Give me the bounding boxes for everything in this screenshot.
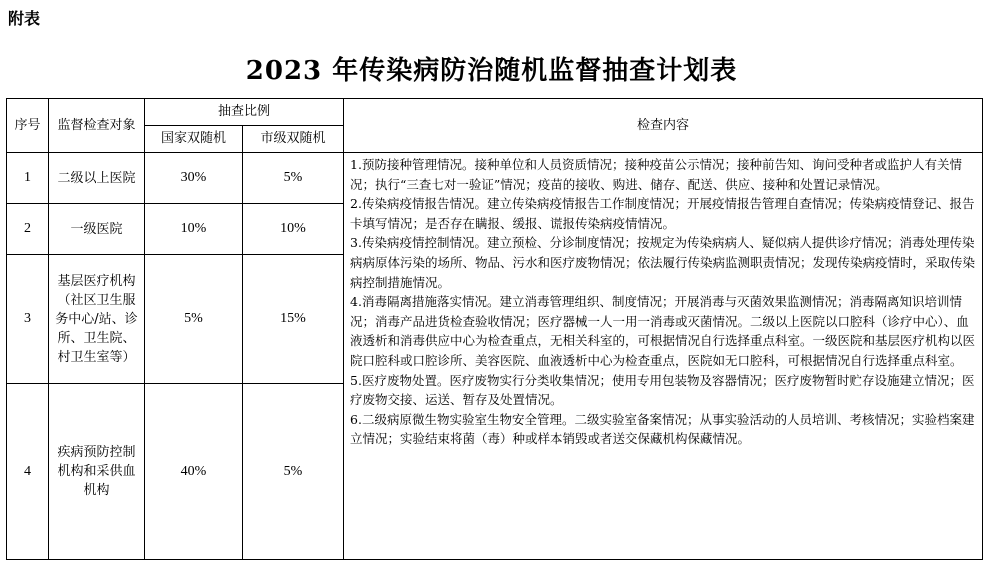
header-municipal: 市级双随机 <box>243 126 344 153</box>
row-seq: 2 <box>7 204 49 255</box>
row-national: 5% <box>145 255 243 384</box>
content-item: 6.二级病原微生物实验室生物安全管理。二级实验室备案情况；从事实验活动的人员培训、考核情况；实验档案建立情况；实验结束将菌（毒）种或样本销毁或者送交保藏机构保藏情况。 <box>350 411 975 447</box>
header-ratio: 抽查比例 <box>145 99 344 126</box>
header-target: 监督检查对象 <box>49 99 145 153</box>
row-national: 40% <box>145 384 243 560</box>
row-target: 二级以上医院 <box>49 153 145 204</box>
content-item: 5.医疗废物处置。医疗废物实行分类收集情况；使用专用包装物及容器情况；医疗废物暂时贮存设施建立情况；医疗废物交接、运送、暂存及处置情况。 <box>350 372 975 408</box>
header-content: 检查内容 <box>344 99 983 153</box>
row-target: 基层医疗机构（社区卫生服务中心/站、诊所、卫生院、村卫生室等） <box>49 255 145 384</box>
content-item: 1.预防接种管理情况。接种单位和人员资质情况；接种疫苗公示情况；接种前告知、询问受种者或监护人有关情况；执行“三查七对一验证”情况；疫苗的接收、购进、储存、配送、供应、接种和处置记录情况。 <box>350 157 962 192</box>
row-national: 30% <box>145 153 243 204</box>
row-municipal: 10% <box>243 204 344 255</box>
table-row <box>7 153 983 204</box>
inspection-content <box>344 153 983 560</box>
header-row <box>7 99 983 126</box>
row-target: 一级医院 <box>49 204 145 255</box>
content-item: 4.消毒隔离措施落实情况。建立消毒管理组织、制度情况；开展消毒与灭菌效果监测情况；消毒隔离知识培训情况；消毒产品进货检查验收情况；医疗器械一人一用一消毒或灭菌情况。二级以上医院以口腔科（诊疗中心）、血液透析和消毒供应中心为检查重点，无相关科室的，可根据情况自行选择重点科室。一级医院和基层医疗机构以医院口腔科或口腔诊所、美容医院、血液透析中心为检查重点，医院如无口腔科，可根据情况自行选择重点科室。 <box>350 294 976 368</box>
row-seq: 1 <box>7 153 49 204</box>
row-target: 疾病预防控制机构和采供血机构 <box>49 384 145 560</box>
row-seq: 3 <box>7 255 49 384</box>
row-municipal: 5% <box>243 153 344 204</box>
content-item: 2.传染病疫情报告情况。建立传染病疫情报告工作制度情况；开展疫情报告管理自查情况；传染病疫情登记、报告卡填写情况；是否存在瞒报、缓报、谎报传染病疫情情况。 <box>350 196 975 231</box>
inspection-plan-table <box>6 98 983 560</box>
page-title: 2023 年传染病防治随机监督抽查计划表 <box>245 56 738 86</box>
row-municipal: 15% <box>243 255 344 384</box>
row-national: 10% <box>145 204 243 255</box>
content-item: 3.传染病疫情控制情况。建立预检、分诊制度情况；按规定为传染病病人、疑似病人提供诊疗情况；消毒处理传染病病原体污染的场所、物品、污水和医疗废物情况；依法履行传染病监测职责情况；发现传染病疫情时，采取传染病控制措施情况。 <box>350 235 976 290</box>
row-municipal: 5% <box>243 384 344 560</box>
row-seq: 4 <box>7 384 49 560</box>
header-seq: 序号 <box>7 99 49 153</box>
appendix-label: 附表 <box>8 9 41 28</box>
header-national: 国家双随机 <box>145 126 243 153</box>
